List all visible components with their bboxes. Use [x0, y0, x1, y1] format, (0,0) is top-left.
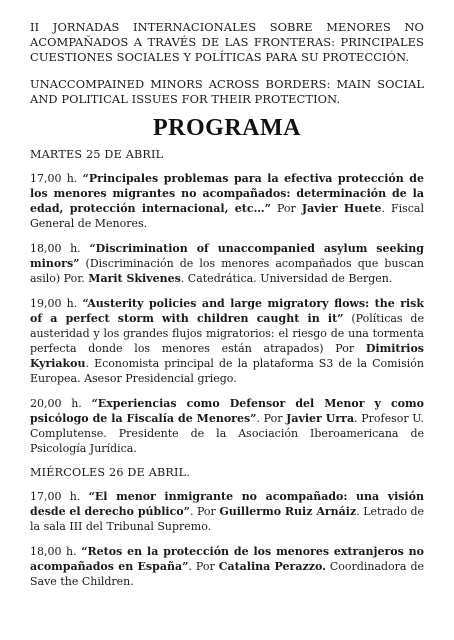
session-desc: (Discriminación de los menores acompañados que buscan asilo)	[30, 257, 424, 285]
session-time: 19,00 h.	[30, 297, 78, 310]
session-role: . Profesor U. Complutense. Presidente de la Asociación Iberoamericana de Psicología Jurídica.	[30, 412, 425, 455]
session-title: “Austerity policies and large migratory flows: the risk of a perfect storm with children caught in it”	[30, 297, 424, 325]
day-label: MARTES 25 DE ABRIL	[30, 148, 164, 161]
session-speaker: Javier Huete	[301, 202, 382, 215]
session-time: 18,00 h.	[30, 545, 77, 558]
day-section-2	[30, 466, 424, 589]
session-item	[30, 241, 424, 286]
session-by: Por	[196, 505, 216, 518]
session-title: “Discrimination of unaccompanied asylum seeking minors”	[30, 242, 424, 270]
session-title: “El menor inmigrante no acompañado: una visión desde el derecho público”	[30, 490, 425, 518]
session-item	[30, 296, 424, 386]
session-item	[30, 544, 424, 589]
session-item	[30, 489, 424, 534]
session-role: . Fiscal General de Menores.	[30, 202, 424, 230]
session-by: Por	[195, 560, 215, 573]
day-label: MIÉRCOLES 26 DE ABRIL.	[30, 466, 191, 479]
event-title-spanish: II JORNADAS INTERNACIONALES SOBRE MENORES NO ACOMPAÑADOS A TRAVÉS DE LAS FRONTERAS: PRINCIPALES CUESTIONES SOCIALES Y POLÍTICAS PARA SU PROTECCIÓN.	[30, 20, 424, 64]
day-section-1	[30, 148, 424, 456]
session-desc: (Políticas de austeridad y los grandes flujos migratorios: el riesgo de una tormenta perfecta donde los menores están atrapados)	[30, 312, 424, 355]
session-speaker: Marit Skivenes	[88, 272, 181, 285]
session-item	[30, 171, 424, 231]
session-by: Por.	[63, 272, 85, 285]
program-heading: PROGRAMA	[153, 115, 301, 141]
session-role: . Letrado de la sala III del Tribunal Supremo.	[30, 505, 425, 533]
session-item	[30, 396, 424, 456]
session-desc: .	[189, 505, 194, 518]
session-time: 20,00 h.	[30, 397, 82, 410]
session-speaker: Catalina Perazzo.	[218, 560, 326, 573]
session-desc: .	[256, 412, 260, 425]
session-speaker: Javier Urra	[286, 412, 355, 425]
session-by: Por	[263, 412, 283, 425]
program-page	[30, 20, 424, 599]
session-by: Por	[335, 342, 355, 355]
session-desc: .	[188, 560, 192, 573]
session-time: 17,00 h.	[30, 172, 78, 185]
session-time: 17,00 h.	[30, 490, 81, 503]
session-time: 18,00 h.	[30, 242, 81, 255]
session-speaker: Dimitrios Kyriakou	[30, 342, 424, 370]
session-role: Coordinadora de Save the Children.	[30, 560, 424, 588]
session-role: . Economista principal de la plataforma S3 de la Comisión Europea. Asesor Presidencial griego.	[30, 357, 424, 385]
session-role: . Catedrática. Universidad de Bergen.	[180, 272, 393, 285]
session-by: Por	[276, 202, 296, 215]
session-speaker: Guillermo Ruiz Arnáiz	[219, 505, 357, 518]
session-title: “Principales problemas para la efectiva protección de los menores migrantes no acompañados: determinación de la edad, protección internacional, etc…”	[30, 172, 424, 215]
event-title-english: UNACCOMPAINED MINORS ACROSS BORDERS: MAIN SOCIAL AND POLITICAL ISSUES FOR THEIR PROTECTION.	[30, 77, 424, 106]
session-title: “Retos en la protección de los menores extranjeros no acompañados en España”	[30, 545, 424, 573]
session-title: “Experiencias como Defensor del Menor y como psicólogo de la Fiscalía de Menores”	[30, 397, 424, 425]
